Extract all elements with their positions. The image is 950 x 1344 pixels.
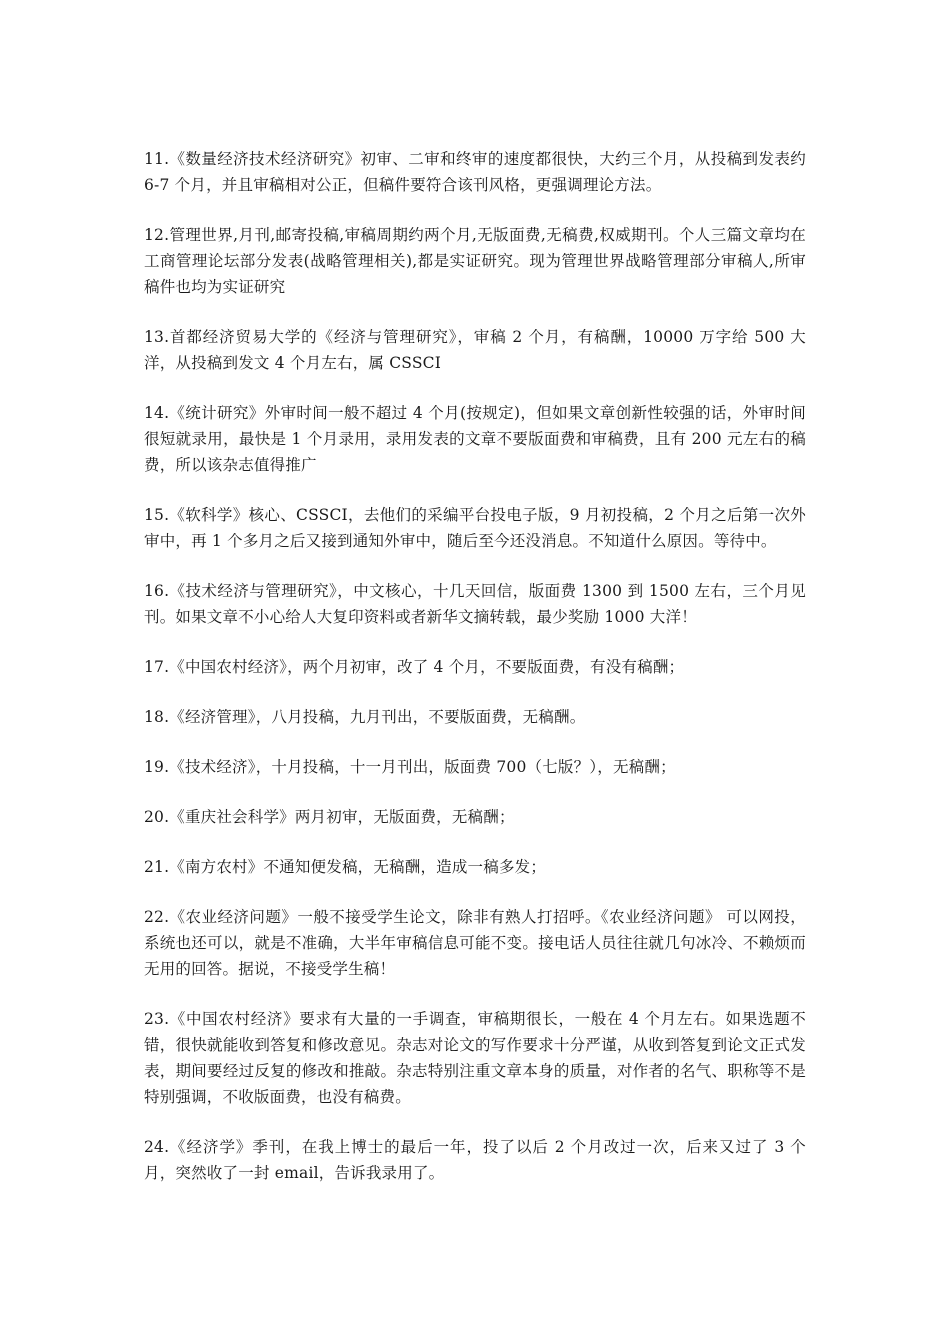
document-page: [144, 146, 806, 1210]
paragraph-item-17: 17.《中国农村经济》，两个月初审，改了 4 个月，不要版面费，有没有稿酬；: [144, 658, 685, 676]
paragraph-item-13: 13.首都经济贸易大学的《经济与管理研究》，审稿 2 个月，有稿酬，10000 万字给 500 大洋，从投稿到发文 4 个月左右，属 CSSCI: [144, 328, 806, 372]
paragraph-item-20: 20.《重庆社会科学》两月初审，无版面费，无稿酬；: [144, 808, 515, 826]
paragraph-item-11: 11.《数量经济技术经济研究》初审、二审和终审的速度都很快，大约三个月，从投稿到发表约 6-7 个月，并且审稿相对公正，但稿件要符合该刊风格，更强调理论方法。: [144, 150, 806, 194]
paragraph-item-15: 15.《软科学》核心、CSSCI，去他们的采编平台投电子版，9 月初投稿，2 个月之后第一次外审中，再 1 个多月之后又接到通知外审中，随后至今还没消息。不知道什么原因。等待中。: [144, 506, 806, 550]
paragraph-item-24: 24.《经济学》季刊，在我上博士的最后一年，投了以后 2 个月改过一次，后来又过了 3 个月，突然收了一封 email，告诉我录用了。: [144, 1138, 806, 1182]
paragraph-item-18: 18.《经济管理》，八月投稿，九月刊出，不要版面费，无稿酬。: [144, 708, 586, 726]
paragraph-item-19: 19.《技术经济》，十月投稿，十一月刊出，版面费 700（七版？），无稿酬；: [144, 758, 676, 776]
paragraph-item-12: 12.管理世界,月刊,邮寄投稿,审稿周期约两个月,无版面费,无稿费,权威期刊。个人三篇文章均在工商管理论坛部分发表(战略管理相关),都是实证研究。现为管理世界战略管理部分审稿人,所审稿件也均为实证研究: [144, 226, 806, 296]
paragraph-item-21: 21.《南方农村》不通知便发稿，无稿酬，造成一稿多发；: [144, 858, 547, 876]
paragraph-item-23: 23.《中国农村经济》要求有大量的一手调查，审稿期很长，一般在 4 个月左右。如果选题不错，很快就能收到答复和修改意见。杂志对论文的写作要求十分严谨，从收到答复到论文正式发表，期间要经过反复的修改和推敲。杂志特别注重文章本身的质量，对作者的名气、职称等不是特别强调，不收版面费，也没有稿费。: [144, 1010, 806, 1106]
paragraph-item-14: 14.《统计研究》外审时间一般不超过 4 个月(按规定)，但如果文章创新性较强的话，外审时间很短就录用，最快是 1 个月录用，录用发表的文章不要版面费和审稿费，且有 200 元左右的稿费，所以该杂志值得推广: [144, 404, 806, 474]
paragraph-item-16: 16.《技术经济与管理研究》，中文核心，十几天回信，版面费 1300 到 1500 左右，三个月见刊。如果文章不小心给人大复印资料或者新华文摘转载，最少奖励 1000 大洋！: [144, 582, 806, 626]
paragraph-item-22: 22.《农业经济问题》一般不接受学生论文，除非有熟人打招呼。《农业经济问题》 可以网投，系统也还可以，就是不准确，大半年审稿信息可能不变。接电话人员往往就几句冰冷、不赖烦而无用的回答。据说，不接受学生稿！: [144, 908, 806, 978]
